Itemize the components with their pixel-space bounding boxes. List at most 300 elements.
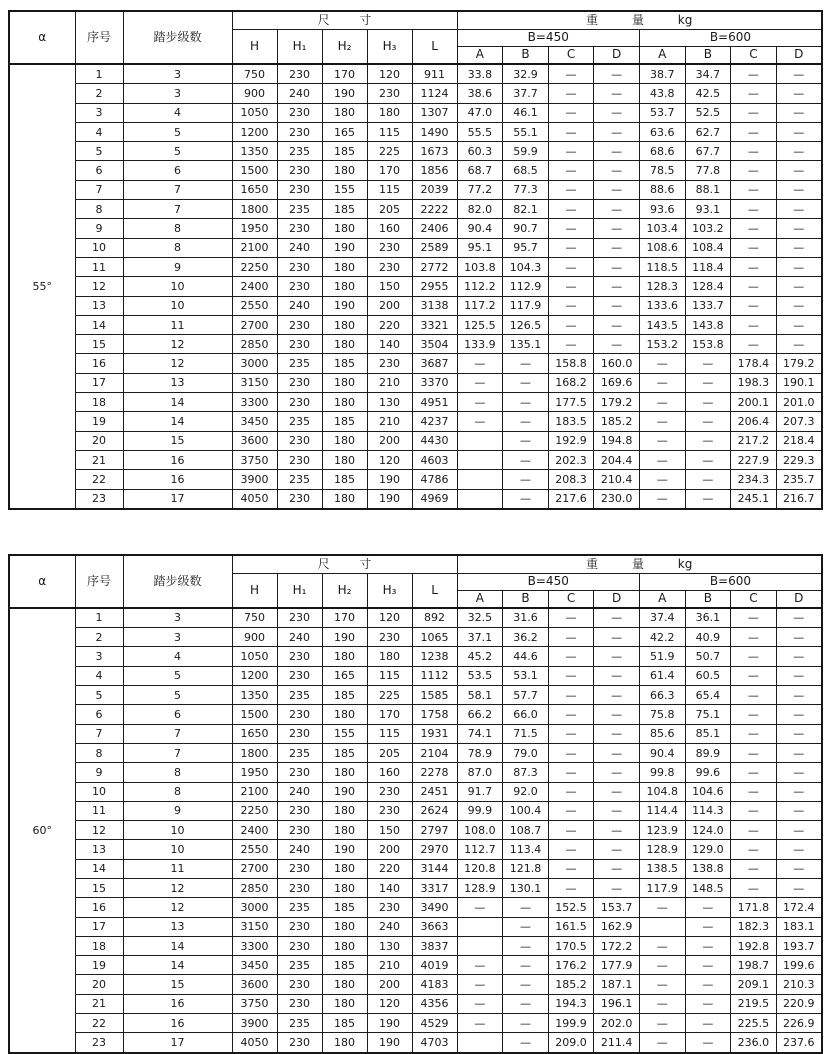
col-header-serial: 序号: [75, 11, 123, 64]
cell-b600-B: —: [685, 470, 731, 489]
cell-steps: 10: [123, 840, 232, 859]
col-header-b450-D: D: [594, 47, 640, 65]
cell-dim-H: 1950: [232, 219, 277, 238]
col-header-L: L: [412, 573, 457, 608]
cell-b450-A: 91.7: [457, 782, 503, 801]
cell-b450-A: 53.5: [457, 666, 503, 685]
cell-b450-A: —: [457, 393, 503, 412]
cell-dim-H: 3300: [232, 936, 277, 955]
cell-steps: 12: [123, 335, 232, 354]
cell-dim-H1: 230: [277, 489, 322, 509]
cell-steps: 8: [123, 238, 232, 257]
cell-b600-D: —: [776, 335, 822, 354]
table-row: [9, 373, 822, 392]
cell-dim-H: 900: [232, 628, 277, 647]
cell-dim-H: 1200: [232, 122, 277, 141]
cell-b600-A: —: [639, 994, 685, 1013]
cell-b600-C: —: [731, 296, 777, 315]
cell-b450-B: —: [503, 1014, 549, 1033]
cell-dim-H1: 230: [277, 705, 322, 724]
cell-b450-A: 55.5: [457, 122, 503, 141]
cell-b600-A: 61.4: [639, 666, 685, 685]
cell-dim-H: 2400: [232, 277, 277, 296]
cell-dim-H1: 230: [277, 335, 322, 354]
cell-b450-B: 37.7: [503, 84, 549, 103]
table-row: [9, 489, 822, 509]
cell-b600-A: 143.5: [639, 315, 685, 334]
cell-dim-H3: 190: [367, 489, 412, 509]
cell-serial: 4: [75, 666, 123, 685]
cell-b600-D: —: [776, 724, 822, 743]
cell-b450-D: 230.0: [594, 489, 640, 509]
cell-b450-C: 177.5: [548, 393, 594, 412]
cell-dim-H2: 185: [322, 142, 367, 161]
table-row: [9, 859, 822, 878]
cell-b450-C: 217.6: [548, 489, 594, 509]
cell-dim-H: 3750: [232, 994, 277, 1013]
cell-dim-H3: 180: [367, 103, 412, 122]
cell-b450-C: —: [548, 103, 594, 122]
table-row: [9, 608, 822, 628]
cell-b600-D: 179.2: [776, 354, 822, 373]
cell-dim-H1: 230: [277, 180, 322, 199]
cell-steps: 17: [123, 489, 232, 509]
cell-b450-C: —: [548, 296, 594, 315]
cell-b600-C: —: [731, 219, 777, 238]
cell-b600-D: —: [776, 180, 822, 199]
cell-b600-D: —: [776, 840, 822, 859]
cell-b450-B: —: [503, 956, 549, 975]
cell-b600-C: —: [731, 763, 777, 782]
cell-b600-D: 226.9: [776, 1014, 822, 1033]
cell-b450-D: 172.2: [594, 936, 640, 955]
cell-b450-D: 204.4: [594, 450, 640, 469]
cell-dim-H2: 165: [322, 666, 367, 685]
cell-dim-H3: 150: [367, 821, 412, 840]
col-header-H3: H₃: [367, 30, 412, 65]
cell-dim-L: 3144: [412, 859, 457, 878]
cell-b600-B: 50.7: [685, 647, 731, 666]
cell-b450-A: 125.5: [457, 315, 503, 334]
cell-serial: 12: [75, 821, 123, 840]
col-header-alpha: α: [9, 11, 75, 64]
cell-serial: 22: [75, 470, 123, 489]
cell-b450-A: 117.2: [457, 296, 503, 315]
col-header-weight: 重 量 kg: [457, 11, 822, 30]
cell-b450-D: —: [594, 296, 640, 315]
cell-b600-D: 183.1: [776, 917, 822, 936]
cell-dim-H1: 230: [277, 1033, 322, 1053]
table-row: [9, 412, 822, 431]
cell-dim-H1: 230: [277, 801, 322, 820]
table-row: [9, 296, 822, 315]
cell-b600-D: 193.7: [776, 936, 822, 955]
cell-dim-L: 1673: [412, 142, 457, 161]
cell-b600-B: 124.0: [685, 821, 731, 840]
cell-b450-C: —: [548, 859, 594, 878]
cell-dim-H3: 200: [367, 296, 412, 315]
cell-dim-H3: 220: [367, 859, 412, 878]
cell-dim-L: 1124: [412, 84, 457, 103]
cell-b600-B: —: [685, 1014, 731, 1033]
col-header-b450-C: C: [548, 47, 594, 65]
cell-dim-L: 2104: [412, 743, 457, 762]
cell-b450-A: 58.1: [457, 686, 503, 705]
cell-serial: 5: [75, 686, 123, 705]
cell-steps: 5: [123, 686, 232, 705]
cell-dim-H3: 230: [367, 628, 412, 647]
cell-steps: 3: [123, 608, 232, 628]
cell-steps: 8: [123, 782, 232, 801]
cell-dim-H2: 180: [322, 393, 367, 412]
cell-b600-C: —: [731, 161, 777, 180]
table-row: [9, 936, 822, 955]
cell-b450-D: —: [594, 763, 640, 782]
cell-dim-L: 4603: [412, 450, 457, 469]
cell-b450-D: —: [594, 122, 640, 141]
cell-steps: 5: [123, 666, 232, 685]
cell-b450-B: 77.3: [503, 180, 549, 199]
col-header-b450-B: B: [503, 590, 549, 608]
cell-b600-D: 237.6: [776, 1033, 822, 1053]
cell-b600-A: —: [639, 354, 685, 373]
cell-dim-H3: 115: [367, 666, 412, 685]
cell-dim-H: 3900: [232, 1014, 277, 1033]
cell-b450-C: 208.3: [548, 470, 594, 489]
cell-b450-B: 68.5: [503, 161, 549, 180]
cell-b600-D: —: [776, 64, 822, 84]
cell-b450-B: 126.5: [503, 315, 549, 334]
table-row: [9, 782, 822, 801]
cell-b450-D: —: [594, 705, 640, 724]
cell-b450-C: —: [548, 878, 594, 897]
cell-b450-D: —: [594, 608, 640, 628]
cell-b450-A: 90.4: [457, 219, 503, 238]
cell-steps: 6: [123, 705, 232, 724]
cell-dim-H3: 140: [367, 335, 412, 354]
cell-steps: 10: [123, 277, 232, 296]
cell-b600-C: —: [731, 782, 777, 801]
cell-b600-D: 199.6: [776, 956, 822, 975]
cell-dim-H1: 230: [277, 859, 322, 878]
cell-dim-H1: 230: [277, 315, 322, 334]
cell-b600-A: 99.8: [639, 763, 685, 782]
cell-b450-C: —: [548, 84, 594, 103]
cell-dim-H3: 220: [367, 315, 412, 334]
table-row: [9, 898, 822, 917]
cell-b450-B: 44.6: [503, 647, 549, 666]
cell-b600-C: —: [731, 821, 777, 840]
cell-dim-H2: 180: [322, 801, 367, 820]
cell-dim-L: 1490: [412, 122, 457, 141]
table-row: [9, 724, 822, 743]
cell-b600-B: —: [685, 975, 731, 994]
table-row: [9, 64, 822, 84]
cell-dim-H2: 185: [322, 956, 367, 975]
cell-b450-D: —: [594, 335, 640, 354]
cell-dim-H2: 190: [322, 296, 367, 315]
cell-dim-L: 2970: [412, 840, 457, 859]
cell-dim-L: 3490: [412, 898, 457, 917]
cell-b600-B: 108.4: [685, 238, 731, 257]
cell-b450-D: —: [594, 84, 640, 103]
cell-dim-H: 900: [232, 84, 277, 103]
cell-b450-C: —: [548, 257, 594, 276]
cell-serial: 3: [75, 647, 123, 666]
cell-dim-H: 2850: [232, 335, 277, 354]
cell-dim-H3: 140: [367, 878, 412, 897]
cell-b600-C: —: [731, 335, 777, 354]
cell-dim-L: 2589: [412, 238, 457, 257]
cell-dim-H1: 230: [277, 975, 322, 994]
cell-b600-C: 245.1: [731, 489, 777, 509]
cell-dim-H: 1650: [232, 724, 277, 743]
cell-dim-H2: 185: [322, 898, 367, 917]
cell-b600-A: 66.3: [639, 686, 685, 705]
cell-b600-C: —: [731, 315, 777, 334]
cell-b450-D: —: [594, 161, 640, 180]
cell-b600-A: —: [639, 975, 685, 994]
table-row: [9, 277, 822, 296]
cell-dim-L: 2278: [412, 763, 457, 782]
cell-dim-L: 2451: [412, 782, 457, 801]
cell-b600-C: —: [731, 840, 777, 859]
table-row: [9, 647, 822, 666]
cell-b600-B: —: [685, 994, 731, 1013]
cell-steps: 5: [123, 122, 232, 141]
cell-steps: 9: [123, 801, 232, 820]
cell-serial: 21: [75, 994, 123, 1013]
cell-b450-D: 169.6: [594, 373, 640, 392]
cell-dim-H3: 170: [367, 161, 412, 180]
cell-b450-D: —: [594, 64, 640, 84]
cell-b450-C: 202.3: [548, 450, 594, 469]
cell-b450-B: 53.1: [503, 666, 549, 685]
cell-dim-L: 1307: [412, 103, 457, 122]
cell-steps: 17: [123, 1033, 232, 1053]
cell-steps: 12: [123, 878, 232, 897]
col-header-b600-D: D: [776, 47, 822, 65]
cell-dim-H1: 235: [277, 412, 322, 431]
cell-serial: 9: [75, 219, 123, 238]
cell-b450-C: —: [548, 608, 594, 628]
cell-b450-C: —: [548, 821, 594, 840]
cell-b450-C: 168.2: [548, 373, 594, 392]
cell-b450-D: 187.1: [594, 975, 640, 994]
cell-dim-H2: 180: [322, 1033, 367, 1053]
cell-dim-L: 911: [412, 64, 457, 84]
cell-b600-C: 206.4: [731, 412, 777, 431]
cell-b450-D: —: [594, 257, 640, 276]
cell-dim-L: 2624: [412, 801, 457, 820]
cell-b600-C: —: [731, 180, 777, 199]
cell-b450-C: —: [548, 200, 594, 219]
cell-dim-H: 2550: [232, 840, 277, 859]
cell-b600-C: 198.7: [731, 956, 777, 975]
cell-b600-D: —: [776, 608, 822, 628]
table-row: [9, 354, 822, 373]
cell-steps: 4: [123, 103, 232, 122]
table-row: [9, 200, 822, 219]
cell-b450-A: 74.1: [457, 724, 503, 743]
cell-b450-A: 60.3: [457, 142, 503, 161]
table-row: [9, 180, 822, 199]
cell-b600-B: 85.1: [685, 724, 731, 743]
cell-dim-H3: 230: [367, 354, 412, 373]
cell-dim-L: 2797: [412, 821, 457, 840]
cell-b600-A: —: [639, 373, 685, 392]
cell-serial: 11: [75, 801, 123, 820]
cell-b600-C: —: [731, 878, 777, 897]
cell-b600-B: —: [685, 489, 731, 509]
cell-dim-L: 4237: [412, 412, 457, 431]
cell-dim-H2: 180: [322, 936, 367, 955]
table-row: [9, 917, 822, 936]
cell-b450-A: 95.1: [457, 238, 503, 257]
cell-dim-H3: 230: [367, 801, 412, 820]
cell-b600-B: 42.5: [685, 84, 731, 103]
cell-b450-A: —: [457, 898, 503, 917]
cell-b450-B: —: [503, 354, 549, 373]
cell-dim-H2: 170: [322, 608, 367, 628]
cell-b450-D: 210.4: [594, 470, 640, 489]
cell-b450-B: —: [503, 936, 549, 955]
cell-b600-C: —: [731, 801, 777, 820]
cell-b600-A: —: [639, 412, 685, 431]
cell-b600-B: —: [685, 412, 731, 431]
cell-b450-B: 104.3: [503, 257, 549, 276]
cell-dim-L: 3687: [412, 354, 457, 373]
cell-dim-H: 1350: [232, 686, 277, 705]
cell-dim-H: 1200: [232, 666, 277, 685]
cell-dim-H3: 120: [367, 64, 412, 84]
col-header-H: H: [232, 30, 277, 65]
cell-dim-H1: 240: [277, 238, 322, 257]
cell-steps: 12: [123, 898, 232, 917]
cell-b600-B: —: [685, 354, 731, 373]
table-row: [9, 956, 822, 975]
cell-b450-C: 199.9: [548, 1014, 594, 1033]
cell-b450-D: —: [594, 821, 640, 840]
cell-b600-B: 129.0: [685, 840, 731, 859]
table-row: [9, 335, 822, 354]
cell-dim-H3: 130: [367, 936, 412, 955]
cell-dim-H1: 235: [277, 200, 322, 219]
table-row: [9, 821, 822, 840]
cell-b600-A: 53.7: [639, 103, 685, 122]
cell-b600-A: 108.6: [639, 238, 685, 257]
cell-steps: 8: [123, 763, 232, 782]
cell-b600-C: 198.3: [731, 373, 777, 392]
cell-steps: 7: [123, 724, 232, 743]
cell-dim-H1: 230: [277, 821, 322, 840]
cell-dim-H1: 230: [277, 608, 322, 628]
cell-b600-C: 236.0: [731, 1033, 777, 1053]
col-header-dimensions: 尺 寸: [232, 555, 457, 574]
table-row: [9, 315, 822, 334]
cell-dim-L: 2772: [412, 257, 457, 276]
cell-dim-H3: 230: [367, 782, 412, 801]
cell-b450-B: 112.9: [503, 277, 549, 296]
cell-dim-H3: 230: [367, 84, 412, 103]
cell-b600-C: 225.5: [731, 1014, 777, 1033]
cell-dim-H: 1650: [232, 180, 277, 199]
cell-b450-D: 153.7: [594, 898, 640, 917]
cell-dim-H1: 230: [277, 647, 322, 666]
cell-b450-A: —: [457, 975, 503, 994]
spec-table-55deg: [8, 10, 823, 510]
cell-b600-C: —: [731, 628, 777, 647]
cell-b600-C: —: [731, 705, 777, 724]
cell-dim-H1: 230: [277, 936, 322, 955]
cell-b600-A: 117.9: [639, 878, 685, 897]
cell-b600-B: 104.6: [685, 782, 731, 801]
cell-dim-H: 3000: [232, 354, 277, 373]
cell-b600-D: 190.1: [776, 373, 822, 392]
cell-b600-A: 68.6: [639, 142, 685, 161]
cell-b450-A: [457, 917, 503, 936]
cell-dim-H: 1950: [232, 763, 277, 782]
cell-dim-L: 3317: [412, 878, 457, 897]
cell-b450-B: 117.9: [503, 296, 549, 315]
cell-steps: 9: [123, 257, 232, 276]
cell-steps: 5: [123, 142, 232, 161]
cell-dim-H2: 180: [322, 161, 367, 180]
cell-dim-H: 3450: [232, 956, 277, 975]
cell-b600-A: 138.5: [639, 859, 685, 878]
col-header-steps: 踏步级数: [123, 11, 232, 64]
cell-b600-D: —: [776, 666, 822, 685]
cell-b450-C: 161.5: [548, 917, 594, 936]
cell-dim-L: 2222: [412, 200, 457, 219]
cell-b450-B: 92.0: [503, 782, 549, 801]
cell-steps: 7: [123, 743, 232, 762]
cell-steps: 6: [123, 161, 232, 180]
cell-dim-H: 2250: [232, 801, 277, 820]
table-row: [9, 450, 822, 469]
cell-b600-A: 104.8: [639, 782, 685, 801]
cell-b600-C: —: [731, 200, 777, 219]
cell-b600-D: —: [776, 647, 822, 666]
cell-b600-A: —: [639, 898, 685, 917]
cell-dim-H3: 240: [367, 917, 412, 936]
cell-b600-B: 88.1: [685, 180, 731, 199]
cell-b450-D: —: [594, 859, 640, 878]
cell-serial: 5: [75, 142, 123, 161]
cell-b450-D: 162.9: [594, 917, 640, 936]
col-header-alpha: α: [9, 555, 75, 608]
cell-serial: 9: [75, 763, 123, 782]
cell-steps: 16: [123, 450, 232, 469]
cell-b600-A: 43.8: [639, 84, 685, 103]
cell-b450-C: —: [548, 122, 594, 141]
cell-b450-A: 103.8: [457, 257, 503, 276]
cell-b450-A: [457, 489, 503, 509]
cell-dim-H1: 235: [277, 142, 322, 161]
cell-dim-H1: 235: [277, 686, 322, 705]
cell-b450-C: —: [548, 782, 594, 801]
cell-steps: 7: [123, 200, 232, 219]
cell-b600-B: —: [685, 898, 731, 917]
cell-b600-B: 148.5: [685, 878, 731, 897]
cell-b450-B: —: [503, 470, 549, 489]
cell-dim-H3: 160: [367, 763, 412, 782]
cell-b600-C: —: [731, 859, 777, 878]
cell-serial: 8: [75, 743, 123, 762]
cell-b450-D: 160.0: [594, 354, 640, 373]
cell-b600-C: —: [731, 647, 777, 666]
table-row: [9, 470, 822, 489]
